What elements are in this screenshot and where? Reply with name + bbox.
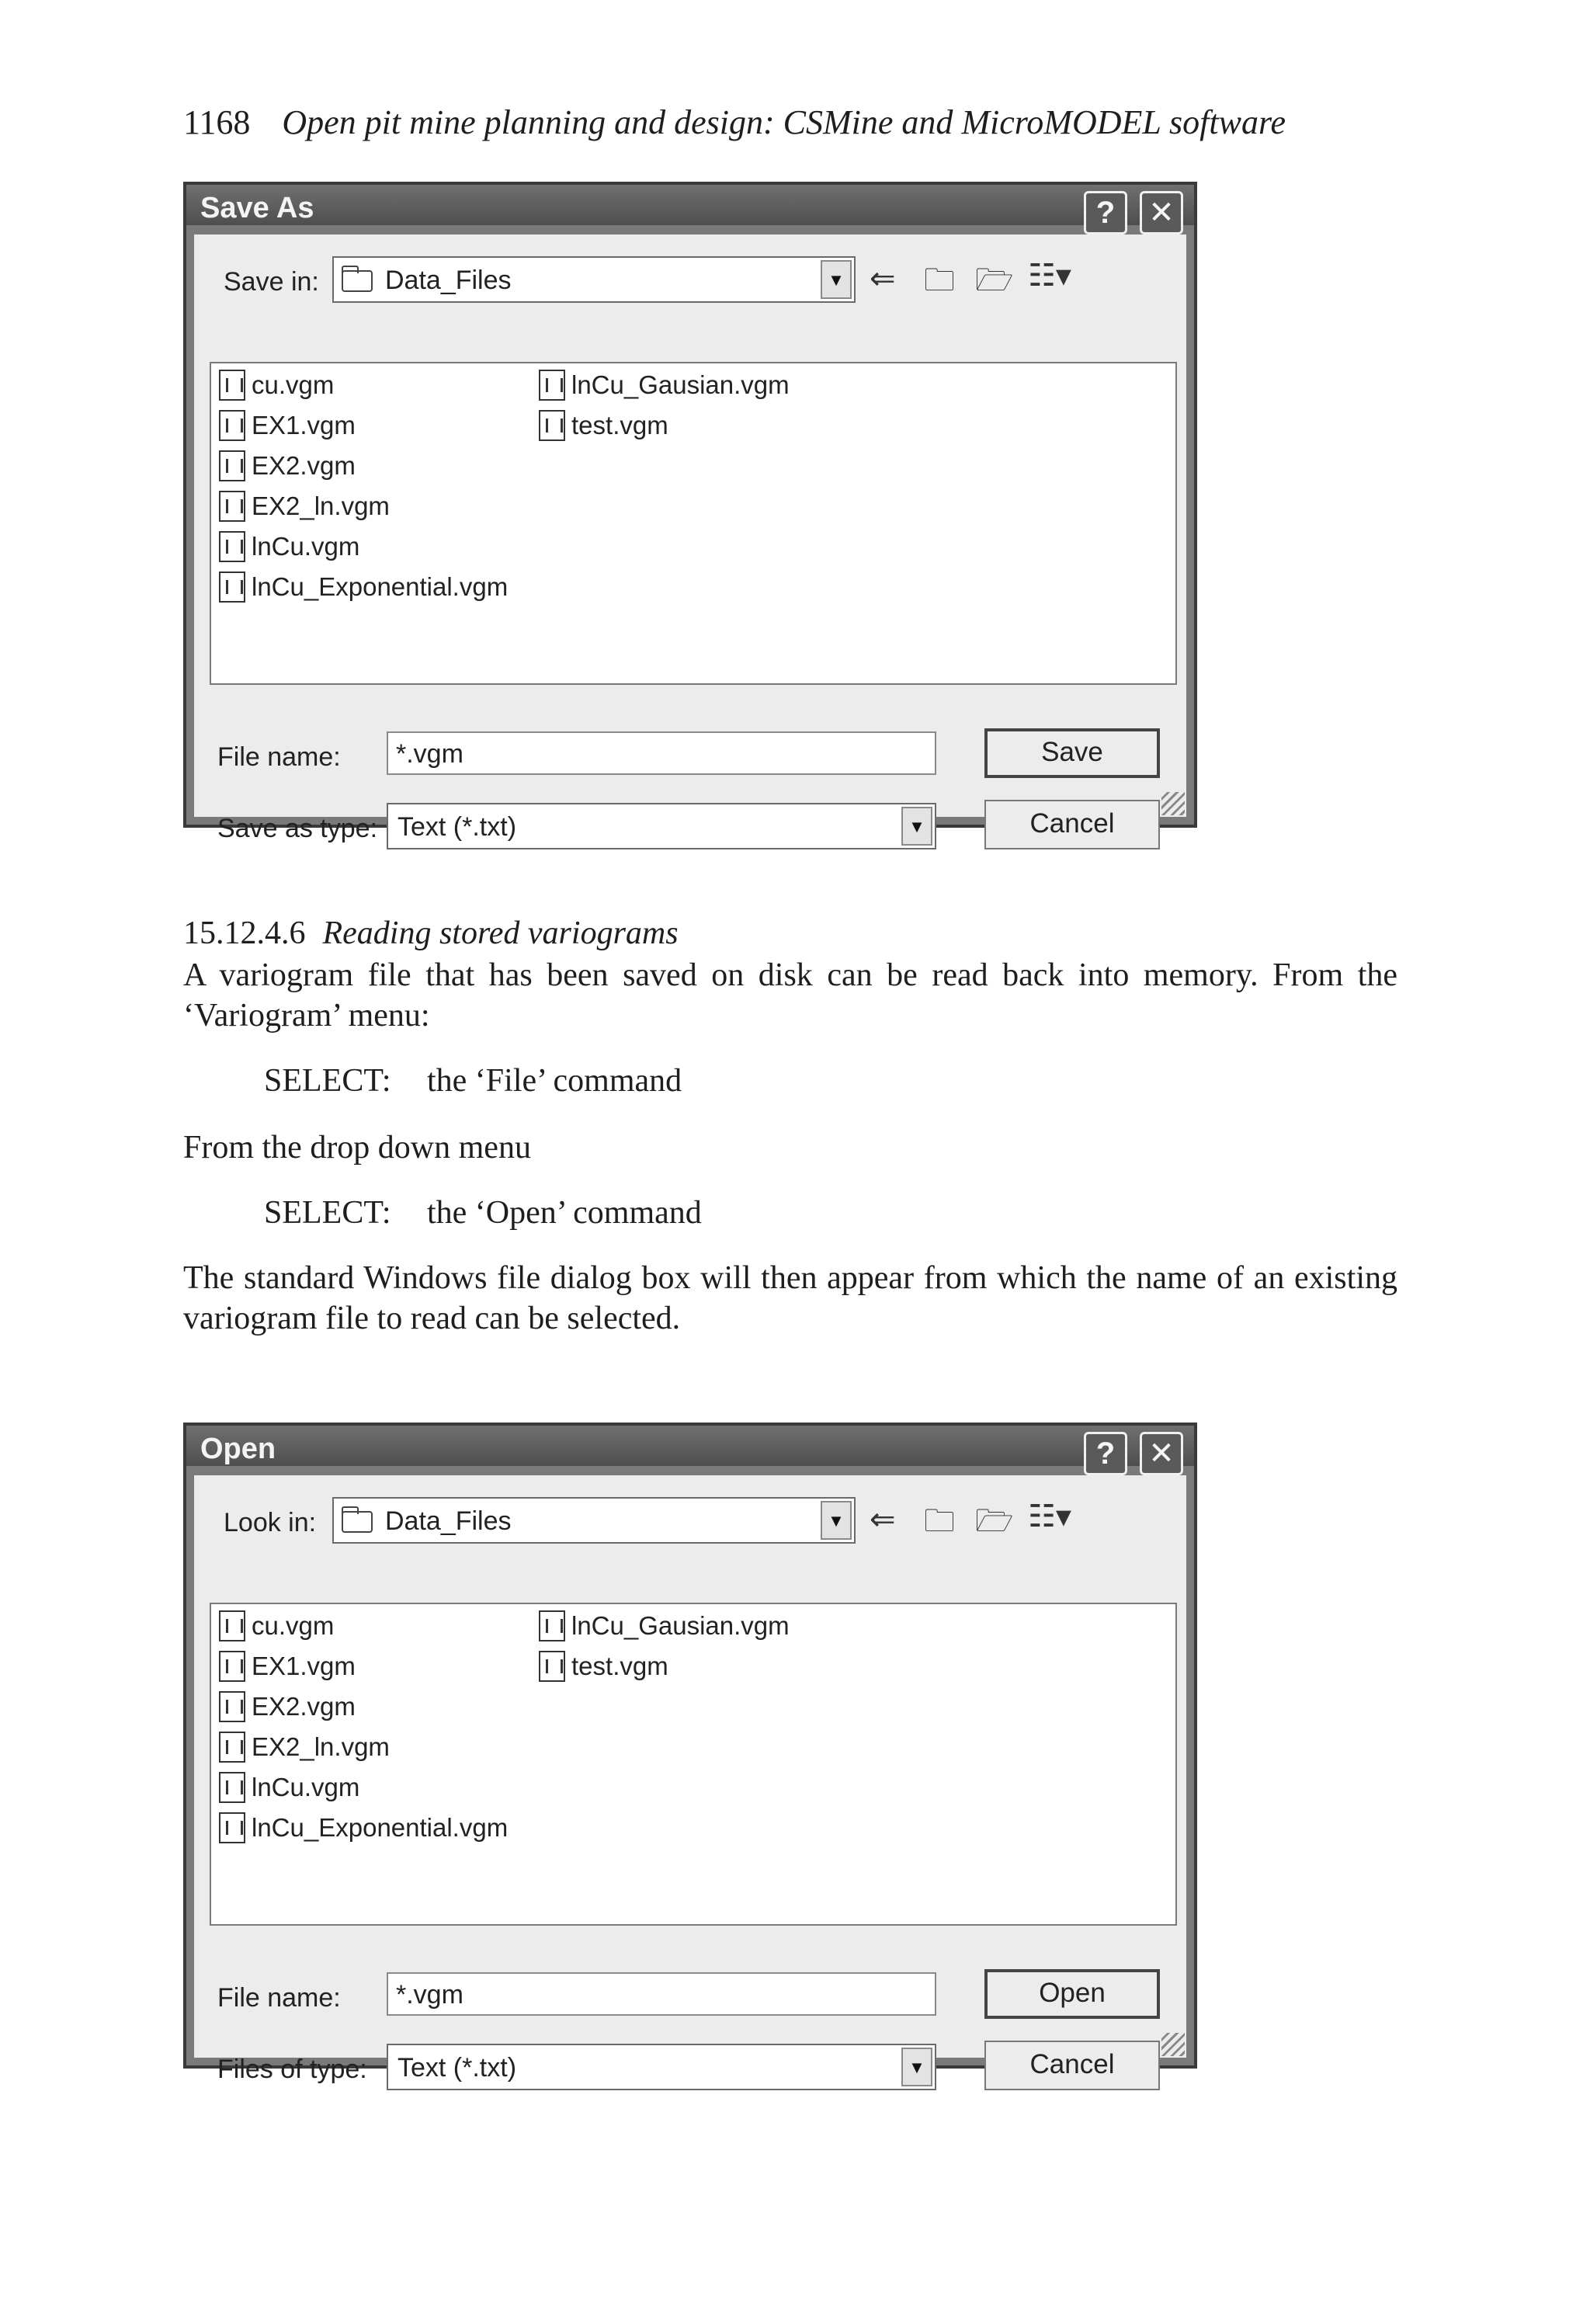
file-name-label: File name: (217, 1983, 341, 2013)
file-list-item[interactable] (219, 1610, 334, 1645)
select-text: the ‘Open’ command (427, 1195, 702, 1231)
file-name: lnCu.vgm (252, 532, 360, 561)
file-list-item[interactable] (539, 1651, 668, 1685)
title-bar (186, 185, 1194, 230)
cancel-button[interactable]: Cancel (984, 800, 1160, 849)
file-name: cu.vgm (252, 370, 335, 399)
save-in-value: Data_Files (385, 266, 512, 295)
file-name: lnCu_Exponential.vgm (252, 1813, 509, 1842)
file-name-label: File name: (217, 742, 341, 772)
file-name: EX2.vgm (252, 1692, 356, 1721)
file-name-input[interactable] (388, 1974, 917, 2016)
view-menu-icon[interactable]: ☷▾ (1028, 1499, 1071, 1534)
save-as-dialog (183, 182, 1197, 843)
running-title: Open pit mine planning and design: CSMine and MicroMODEL software (282, 103, 1286, 141)
help-button[interactable]: ? (1084, 191, 1127, 234)
up-folder-icon[interactable]: 🗀 (924, 263, 955, 297)
select-keyword: SELECT: (264, 1195, 391, 1231)
file-icon (219, 571, 245, 603)
file-name: EX1.vgm (252, 411, 356, 439)
file-icon (219, 410, 245, 441)
file-icon (219, 450, 245, 481)
page-number: 1168 (183, 103, 251, 141)
file-list-item[interactable] (219, 491, 390, 525)
help-button[interactable]: ? (1084, 1432, 1127, 1475)
file-name: cu.vgm (252, 1611, 335, 1640)
file-icon (539, 410, 565, 441)
file-list-item[interactable] (219, 1732, 390, 1766)
file-icon (219, 1772, 245, 1803)
file-icon (219, 491, 245, 522)
file-icon (219, 1812, 245, 1843)
dropdown-paragraph: From the drop down menu (183, 1130, 531, 1165)
file-name-field[interactable] (387, 731, 936, 775)
back-icon[interactable]: ⇐ (870, 262, 896, 296)
file-icon (219, 370, 245, 401)
section-number: 15.12.4.6 (183, 915, 306, 951)
file-name: test.vgm (571, 1652, 668, 1680)
file-name-input[interactable] (388, 733, 917, 775)
save-as-type-label: Save as type: (217, 814, 378, 843)
file-list-item[interactable] (219, 571, 508, 606)
dialog-body (194, 1475, 1186, 2084)
files-of-type-dropdown[interactable] (387, 2044, 936, 2090)
file-list-item[interactable] (219, 1691, 356, 1725)
file-name: lnCu_Gausian.vgm (571, 1611, 790, 1640)
cancel-button[interactable]: Cancel (984, 2041, 1160, 2090)
look-in-value: Data_Files (385, 1506, 512, 1536)
up-folder-icon[interactable]: 🗀 (924, 1504, 955, 1538)
file-list-item[interactable] (219, 531, 359, 565)
file-name: EX2.vgm (252, 451, 356, 480)
select-instruction-2 (264, 1194, 702, 1231)
folder-icon (342, 1511, 373, 1533)
file-name: EX1.vgm (252, 1652, 356, 1680)
file-list-item[interactable] (539, 370, 790, 404)
file-list[interactable] (210, 362, 1177, 685)
file-name-field[interactable] (387, 1972, 936, 2016)
file-name: EX2_ln.vgm (252, 1732, 390, 1761)
file-list-item[interactable] (219, 1772, 359, 1806)
save-as-type-dropdown[interactable] (387, 803, 936, 849)
file-icon (539, 370, 565, 401)
file-list-item[interactable] (219, 1651, 356, 1685)
file-icon (219, 1610, 245, 1641)
section-heading (183, 915, 679, 952)
look-in-dropdown[interactable] (332, 1497, 856, 1544)
file-list-item[interactable] (219, 1812, 508, 1846)
title-bar (186, 1426, 1194, 1471)
file-icon (539, 1651, 565, 1682)
file-name: lnCu.vgm (252, 1773, 360, 1801)
chevron-down-icon[interactable]: ▼ (821, 1501, 852, 1540)
save-in-label: Save in: (224, 267, 319, 297)
new-folder-icon[interactable]: 🗁 (975, 1504, 1014, 1538)
open-dialog (183, 1423, 1197, 2084)
view-menu-icon[interactable]: ☷▾ (1028, 259, 1071, 293)
files-of-type-label: Files of type: (217, 2055, 367, 2084)
chevron-down-icon[interactable]: ▼ (901, 807, 932, 846)
select-text: the ‘File’ command (427, 1063, 682, 1099)
look-in-label: Look in: (224, 1508, 317, 1537)
resize-grip[interactable] (1161, 2033, 1185, 2056)
chevron-down-icon[interactable]: ▼ (901, 2048, 932, 2086)
save-in-dropdown[interactable] (332, 256, 856, 303)
file-list-item[interactable] (219, 450, 356, 485)
close-button[interactable]: ✕ (1140, 1432, 1183, 1475)
file-list-item[interactable] (219, 410, 356, 444)
select-instruction-1 (264, 1062, 682, 1099)
intro-paragraph: A variogram file that has been saved on disk can be read back into memory. From the ‘Variogram’ menu: (183, 957, 1397, 1033)
folder-icon (342, 270, 373, 292)
save-as-type-value: Text (*.txt) (398, 812, 517, 842)
file-list-item[interactable] (219, 370, 334, 404)
file-name: EX2_ln.vgm (252, 492, 390, 520)
file-icon (219, 1651, 245, 1682)
save-button[interactable]: Save (984, 728, 1160, 778)
file-icon (219, 1691, 245, 1722)
back-icon[interactable]: ⇐ (870, 1502, 896, 1537)
dialog-title: Open (200, 1433, 276, 1465)
closing-paragraph: The standard Windows file dialog box will then appear from which the name of an existing variogram file to read can be selected. (183, 1260, 1397, 1336)
new-folder-icon[interactable]: 🗁 (975, 263, 1014, 297)
dialog-title: Save As (200, 192, 314, 224)
file-icon (539, 1610, 565, 1641)
dialog-body (194, 234, 1186, 843)
files-of-type-value: Text (*.txt) (398, 2053, 517, 2083)
chevron-down-icon[interactable]: ▼ (821, 260, 852, 299)
file-list-item[interactable] (539, 1610, 790, 1645)
file-name: test.vgm (571, 411, 668, 439)
close-button[interactable]: ✕ (1140, 191, 1183, 234)
file-icon (219, 1732, 245, 1763)
select-keyword: SELECT: (264, 1063, 391, 1099)
file-name: lnCu_Exponential.vgm (252, 572, 509, 601)
section-title: Reading stored variograms (322, 915, 679, 951)
file-list-item[interactable] (539, 410, 668, 444)
file-list[interactable] (210, 1603, 1177, 1926)
page-header (183, 102, 1286, 142)
file-name: lnCu_Gausian.vgm (571, 370, 790, 399)
open-button[interactable]: Open (984, 1969, 1160, 2019)
file-icon (219, 531, 245, 562)
resize-grip[interactable] (1161, 792, 1185, 815)
